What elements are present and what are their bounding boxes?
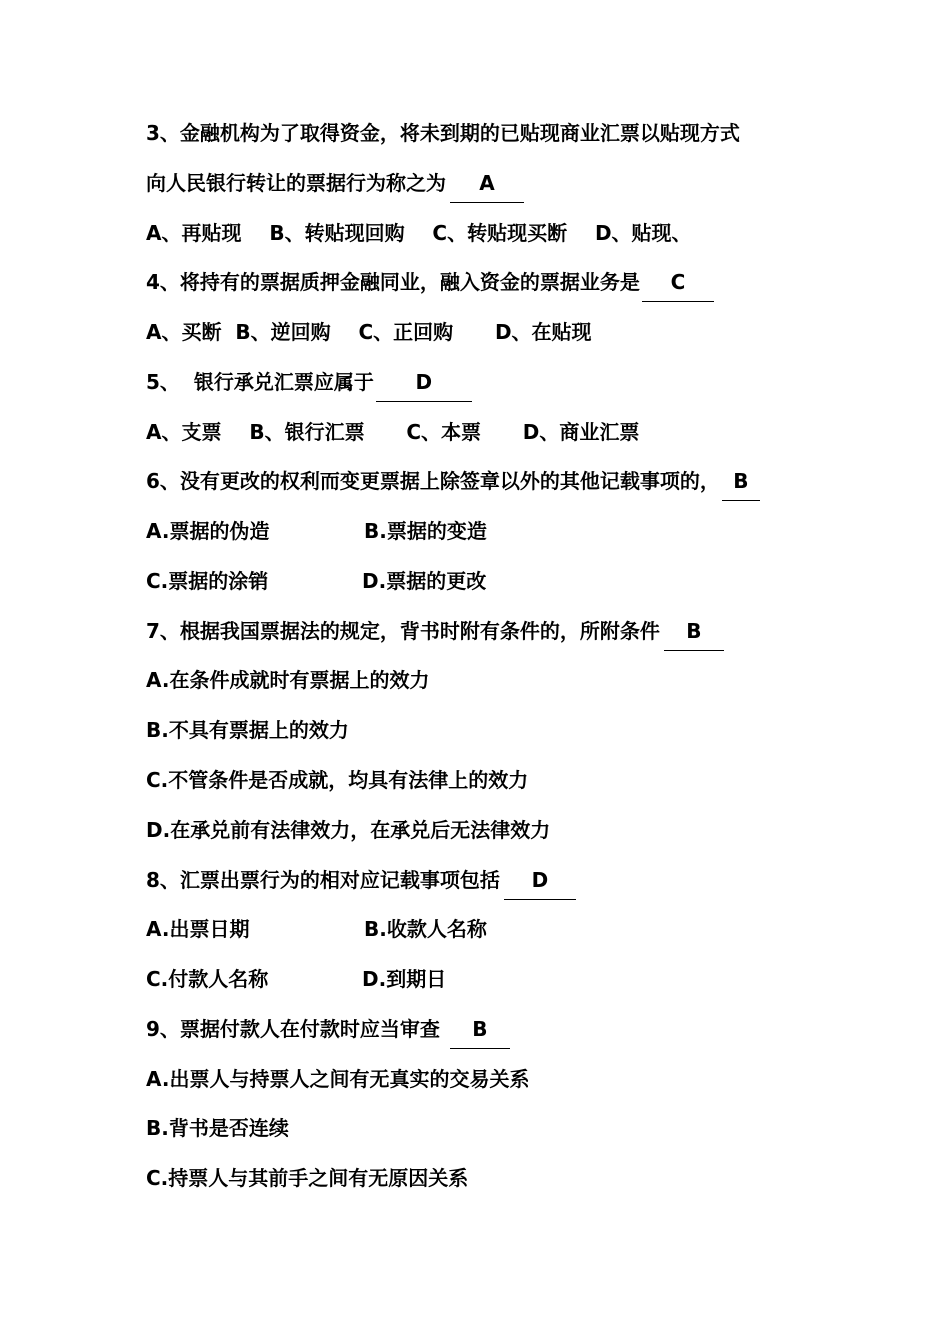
q6-stem: 6、没有更改的权利而变更票据上除签章以外的其他记载事项的， B bbox=[146, 466, 760, 496]
q9-answer: B bbox=[450, 1014, 510, 1049]
q9-stem: 9、票据付款人在付款时应当审查 B bbox=[146, 1014, 510, 1044]
q6-answer: B bbox=[722, 466, 760, 501]
q6-options-row2 bbox=[146, 566, 486, 596]
q8-answer: D bbox=[504, 865, 576, 900]
q7-option-a: A.在条件成就时有票据上的效力 bbox=[146, 668, 430, 692]
q9-option-c: C.持票人与其前手之间有无原因关系 bbox=[146, 1166, 469, 1190]
q4-options: A、买断 B、逆回购 C、正回购 D、在贴现 bbox=[146, 320, 592, 344]
q6-option-d: D.票据的更改 bbox=[362, 569, 487, 593]
q9-option-a: A.出票人与持票人之间有无真实的交易关系 bbox=[146, 1067, 530, 1091]
q5-options: A、支票 B、银行汇票 C、本票 D、商业汇票 bbox=[146, 420, 640, 444]
q7-answer: B bbox=[664, 616, 724, 651]
q9-option-b: B.背书是否连续 bbox=[146, 1116, 289, 1140]
q5-stem: 5、 银行承兑汇票应属于 D bbox=[146, 367, 472, 397]
q8-options-row1 bbox=[146, 914, 487, 944]
q6-option-b: B.票据的变造 bbox=[364, 519, 487, 543]
q3-stem-line1: 3、金融机构为了取得资金，将未到期的已贴现商业汇票以贴现方式 bbox=[146, 121, 740, 145]
q8-stem: 8、汇票出票行为的相对应记载事项包括 D bbox=[146, 865, 576, 895]
q7-option-b: B.不具有票据上的效力 bbox=[146, 718, 349, 742]
q3-stem-line2: 向人民银行转让的票据行为称之为 A bbox=[146, 168, 524, 198]
q6-option-c: C.票据的涂销 bbox=[146, 569, 269, 593]
q3-answer: A bbox=[450, 168, 524, 203]
q4-answer: C bbox=[642, 267, 714, 302]
q8-option-a: A.出票日期 bbox=[146, 917, 250, 941]
q4-stem: 4、将持有的票据质押金融同业，融入资金的票据业务是 C bbox=[146, 267, 714, 297]
q6-option-a: A.票据的伪造 bbox=[146, 519, 270, 543]
q8-option-c: C.付款人名称 bbox=[146, 967, 269, 991]
q8-options-row2 bbox=[146, 964, 446, 994]
q8-option-b: B.收款人名称 bbox=[364, 917, 487, 941]
q7-stem: 7、根据我国票据法的规定，背书时附有条件的，所附条件 B bbox=[146, 616, 724, 646]
q8-option-d: D.到期日 bbox=[362, 967, 447, 991]
q7-option-c: C.不管条件是否成就，均具有法律上的效力 bbox=[146, 768, 529, 792]
q7-option-d: D.在承兑前有法律效力，在承兑后无法律效力 bbox=[146, 818, 551, 842]
q6-options-row1 bbox=[146, 516, 487, 546]
q3-options: A、再贴现 B、转贴现回购 C、转贴现买断 D、贴现、 bbox=[146, 221, 692, 245]
q5-answer: D bbox=[376, 367, 472, 402]
